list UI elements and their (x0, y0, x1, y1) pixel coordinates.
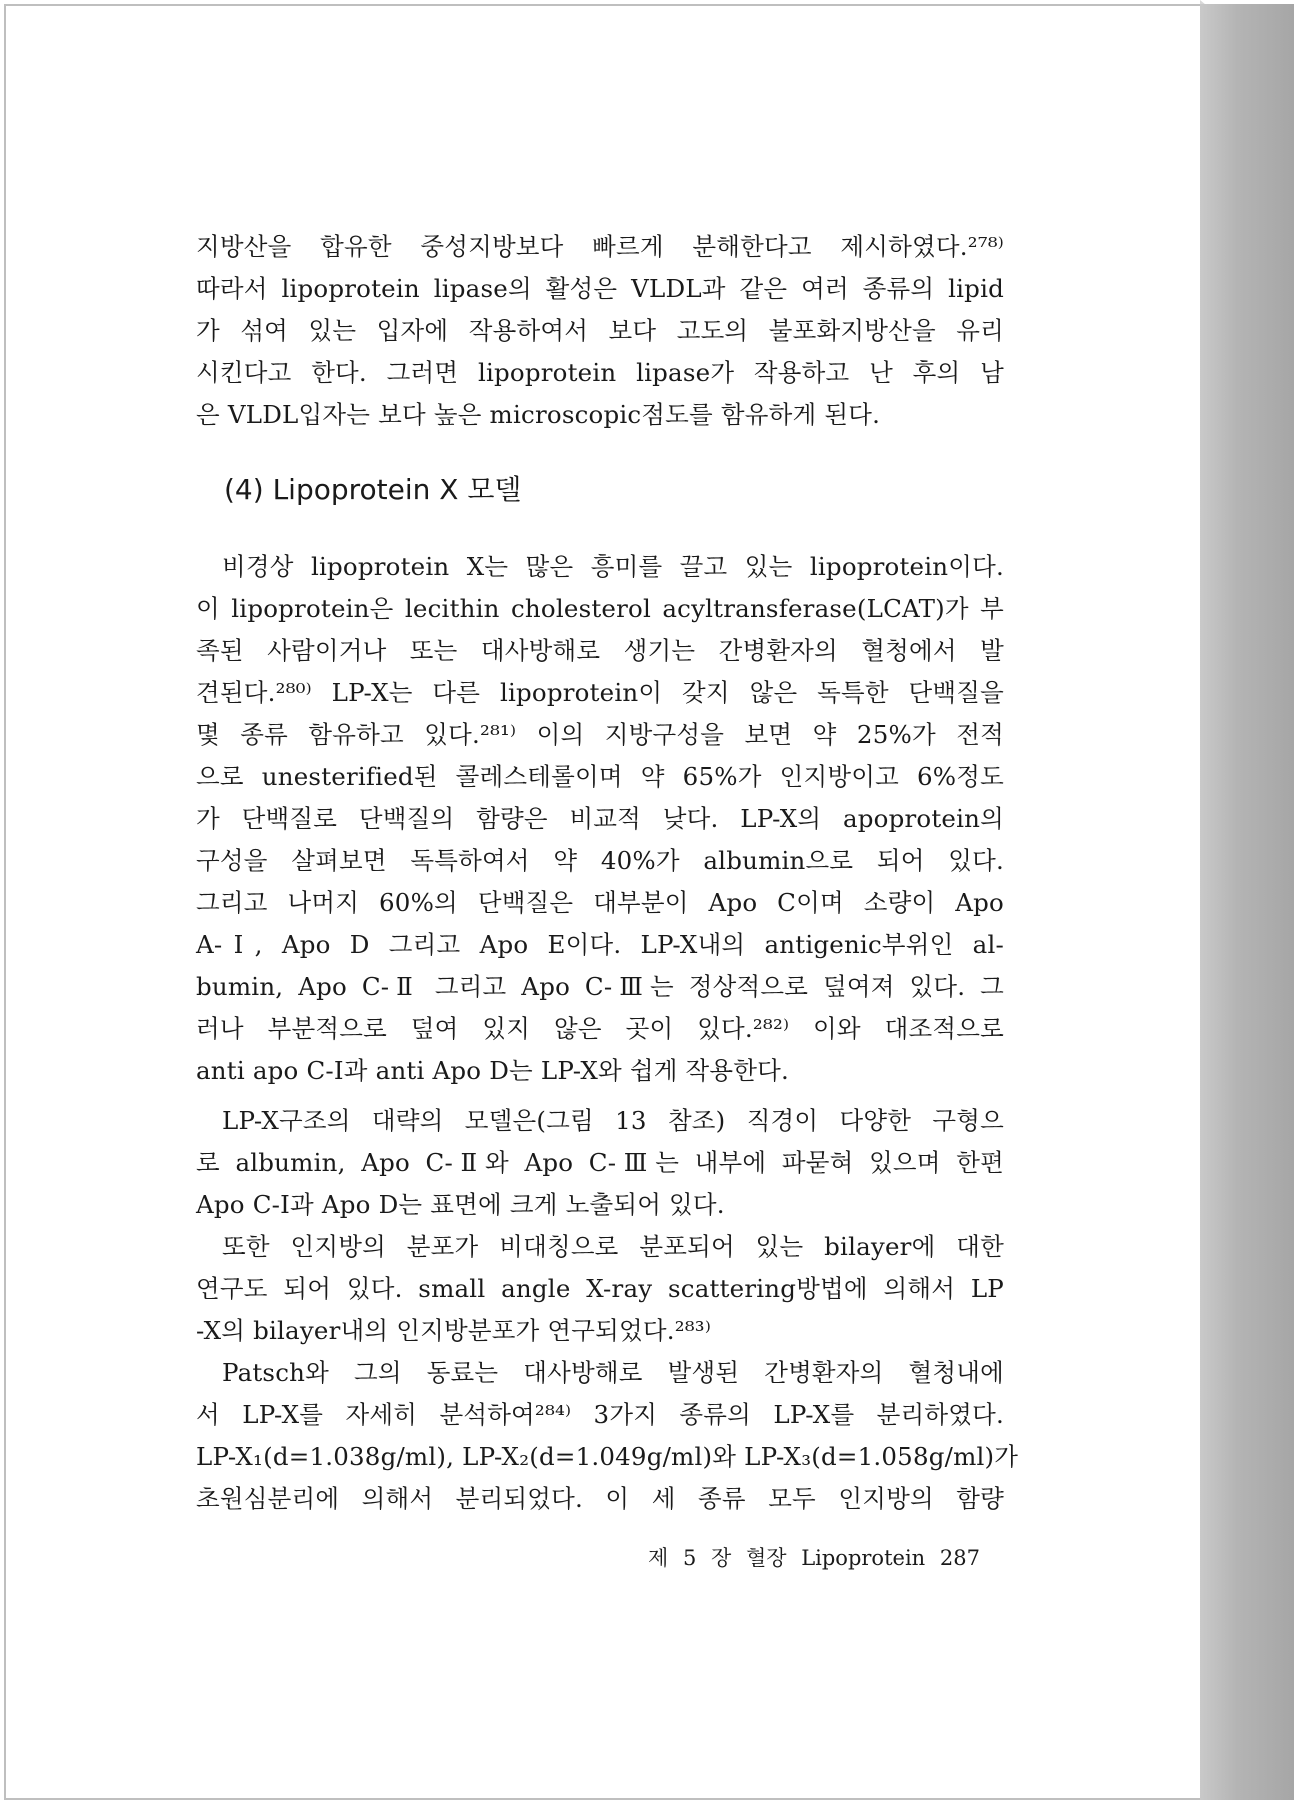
paragraph-lipase-activity (196, 226, 1004, 436)
paragraph-lpx-intro (196, 546, 1004, 1092)
text-line: 견된다.²⁸⁰⁾ LP-X는 다른 lipoprotein이 갖지 않은 독특한 단백질을 (196, 678, 1004, 707)
text-line: bumin, Apo C-Ⅱ 그리고 Apo C-Ⅲ는 정상적으로 덮여져 있다. 그 (196, 972, 1004, 1001)
text-line: 시킨다고 한다. 그러면 lipoprotein lipase가 작용하고 난 후의 남 (196, 358, 1004, 387)
text-line: A-Ⅰ, Apo D 그리고 Apo E이다. LP-X내의 antigenic부위인 al- (196, 930, 1004, 959)
text-line: Patsch와 그의 동료는 대사방해로 발생된 간병환자의 혈청내에 (222, 1358, 1004, 1387)
text-line: 지방산을 합유한 중성지방보다 빠르게 분해한다고 제시하였다.²⁷⁸⁾ (196, 232, 1004, 261)
text-line: 으로 unesterified된 콜레스테롤이며 약 65%가 인지방이고 6%정도 (196, 762, 1004, 791)
book-spine-edge (1200, 4, 1294, 1800)
text-line: 또한 인지방의 분포가 비대칭으로 분포되어 있는 bilayer에 대한 (222, 1232, 1004, 1261)
text-line: 이 lipoprotein은 lecithin cholesterol acyltransferase(LCAT)가 부 (196, 594, 1004, 623)
paragraph-lpx-structure (196, 1100, 1004, 1226)
paragraph-bilayer (196, 1226, 1004, 1352)
text-line: 러나 부분적으로 덮여 있지 않은 곳이 있다.²⁸²⁾ 이와 대조적으로 (196, 1014, 1004, 1043)
text-line: anti apo C-Ⅰ과 anti Apo D는 LP-X와 쉽게 작용한다. (196, 1056, 790, 1085)
text-line: LP-X₁(d=1.038g/ml), LP-X₂(d=1.049g/ml)와 LP-X₃(d=1.058g/ml)가 (196, 1442, 1019, 1471)
text-line: -X의 bilayer내의 인지방분포가 연구되었다.²⁸³⁾ (196, 1316, 712, 1345)
text-line: 족된 사람이거나 또는 대사방해로 생기는 간병환자의 혈청에서 발 (196, 636, 1004, 665)
text-line: 로 albumin, Apo C-Ⅱ와 Apo C-Ⅲ는 내부에 파묻혀 있으며 한편 (196, 1148, 1004, 1177)
text-line: 구성을 살펴보면 독특하여서 약 40%가 albumin으로 되어 있다. (196, 846, 1004, 875)
text-line: Apo C-Ⅰ과 Apo D는 표면에 크게 노출되어 있다. (196, 1190, 725, 1219)
section-heading: (4) Lipoprotein X 모델 (224, 473, 522, 506)
text-line: 그리고 나머지 60%의 단백질은 대부분이 Apo C이며 소량이 Apo (196, 888, 1004, 917)
text-line: 따라서 lipoprotein lipase의 활성은 VLDL과 같은 여러 종류의 lipid (196, 274, 1004, 303)
text-line: 연구도 되어 있다. small angle X-ray scattering방법에 의해서 LP (196, 1274, 1004, 1303)
text-line: LP-X구조의 대략의 모델은(그림 13 참조) 직경이 다양한 구형으 (222, 1106, 1004, 1135)
text-line: 비경상 lipoprotein X는 많은 흥미를 끌고 있는 lipoprotein이다. (222, 552, 1004, 581)
text-line: 초원심분리에 의해서 분리되었다. 이 세 종류 모두 인지방의 함량 (196, 1484, 1004, 1513)
text-line: 은 VLDL입자는 보다 높은 microscopic점도를 함유하게 된다. (196, 400, 881, 429)
text-line: 몇 종류 함유하고 있다.²⁸¹⁾ 이의 지방구성을 보면 약 25%가 전적 (196, 720, 1004, 749)
text-line: 가 섞여 있는 입자에 작용하여서 보다 고도의 불포화지방산을 유리 (196, 316, 1004, 345)
paragraph-patsch (196, 1352, 1019, 1520)
text-line: 서 LP-X를 자세히 분석하여²⁸⁴⁾ 3가지 종류의 LP-X를 분리하였다. (196, 1400, 1004, 1429)
running-footer-page-number: 제 5 장 혈장 Lipoprotein 287 (648, 1546, 980, 1570)
text-line: 가 단백질로 단백질의 함량은 비교적 낮다. LP-X의 apoprotein의 (196, 804, 1004, 833)
